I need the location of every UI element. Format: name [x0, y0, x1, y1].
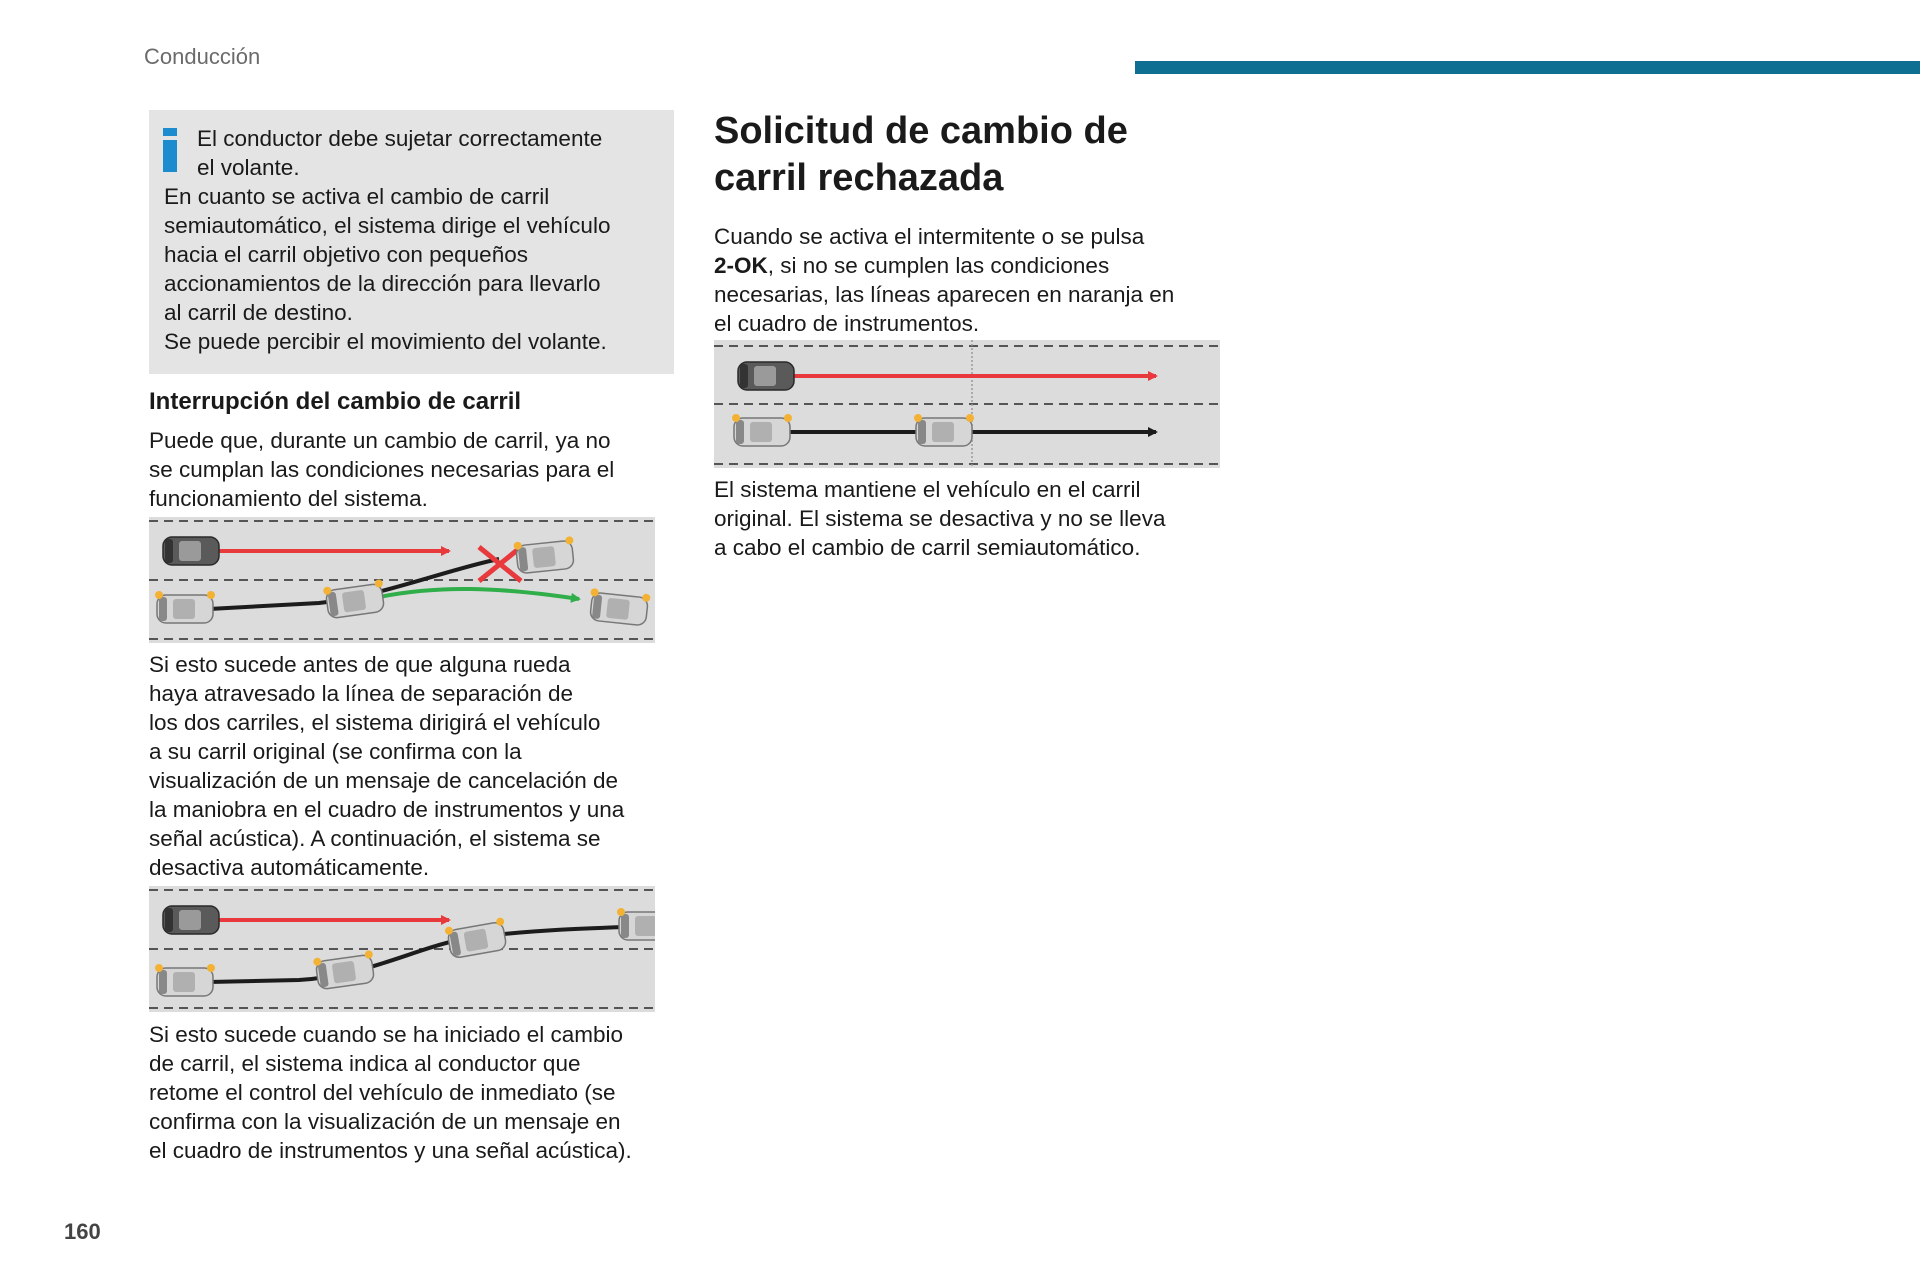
ok-button-label: 2-OK: [714, 253, 768, 278]
after-crossing-text: [149, 1020, 674, 1165]
text-line: Si esto sucede antes de que alguna rueda: [149, 652, 571, 677]
info-text: [164, 124, 664, 356]
text-line: señal acústica). A continuación, el sistema se: [149, 826, 601, 851]
interruption-heading: Interrupción del cambio de carril: [149, 388, 522, 415]
heading-line: Solicitud de cambio de: [714, 110, 1128, 152]
text-line: Cuando se activa el intermitente o se pulsa: [714, 224, 1145, 249]
text-line: se cumplan las condiciones necesarias para el: [149, 457, 615, 482]
info-line: En cuanto se activa el cambio de carril: [164, 184, 550, 209]
text-line: la maniobra en el cuadro de instrumentos y una: [149, 797, 625, 822]
text-line: visualización de un mensaje de cancelación de: [149, 768, 619, 793]
info-line: hacia el carril objetivo con pequeños: [164, 242, 528, 267]
info-line: semiautomático, el sistema dirige el vehículo: [164, 213, 611, 238]
text-line: funcionamiento del sistema.: [149, 486, 428, 511]
section-accent-bar: [1135, 61, 1920, 74]
rejected-intro: [714, 222, 1224, 338]
info-line: Se puede percibir el movimiento del volante.: [164, 329, 607, 354]
text-line: haya atravesado la línea de separación de: [149, 681, 574, 706]
text-line: el cuadro de instrumentos y una señal acústica).: [149, 1138, 632, 1163]
text-fragment: , si no se cumplen las condiciones: [767, 253, 1110, 278]
diagram-abort-after-crossing: [149, 886, 655, 1012]
info-line: accionamientos de la dirección para llevarlo: [164, 271, 601, 296]
text-line: Puede que, durante un cambio de carril, ya no: [149, 428, 611, 453]
text-line: confirma con la visualización de un mensaje en: [149, 1109, 621, 1134]
text-line: a su carril original (se confirma con la: [149, 739, 522, 764]
text-line: el cuadro de instrumentos.: [714, 311, 980, 336]
section-title: Conducción: [144, 44, 261, 69]
text-line: de carril, el sistema indica al conductor que: [149, 1051, 581, 1076]
before-crossing-text: [149, 650, 674, 882]
diagram-rejected-lane-change: [714, 340, 1220, 468]
text-line: El sistema mantiene el vehículo en el carril: [714, 477, 1141, 502]
text-line: Si esto sucede cuando se ha iniciado el cambio: [149, 1022, 624, 1047]
rejected-result: [714, 475, 1224, 562]
text-line: [714, 251, 1224, 280]
interruption-intro: [149, 426, 674, 513]
info-line: al carril de destino.: [164, 300, 353, 325]
text-line: retome el control del vehículo de inmediato (se: [149, 1080, 616, 1105]
text-line: desactiva automáticamente.: [149, 855, 430, 880]
rejected-heading: [714, 108, 1128, 202]
return-path-arrow: [379, 589, 579, 599]
info-box: [149, 110, 674, 374]
info-line: El conductor debe sujetar correctamente: [197, 126, 603, 151]
text-line: original. El sistema se desactiva y no se lleva: [714, 506, 1166, 531]
text-line: a cabo el cambio de carril semiautomático.: [714, 535, 1141, 560]
text-line: los dos carriles, el sistema dirigirá el vehículo: [149, 710, 601, 735]
heading-line: carril rechazada: [714, 157, 1004, 199]
info-line: el volante.: [197, 155, 300, 180]
page-number: 160: [64, 1219, 101, 1244]
text-line: necesarias, las líneas aparecen en naranja en: [714, 282, 1175, 307]
diagram-abort-before-crossing: [149, 517, 655, 643]
vehicle-path: [209, 926, 655, 982]
